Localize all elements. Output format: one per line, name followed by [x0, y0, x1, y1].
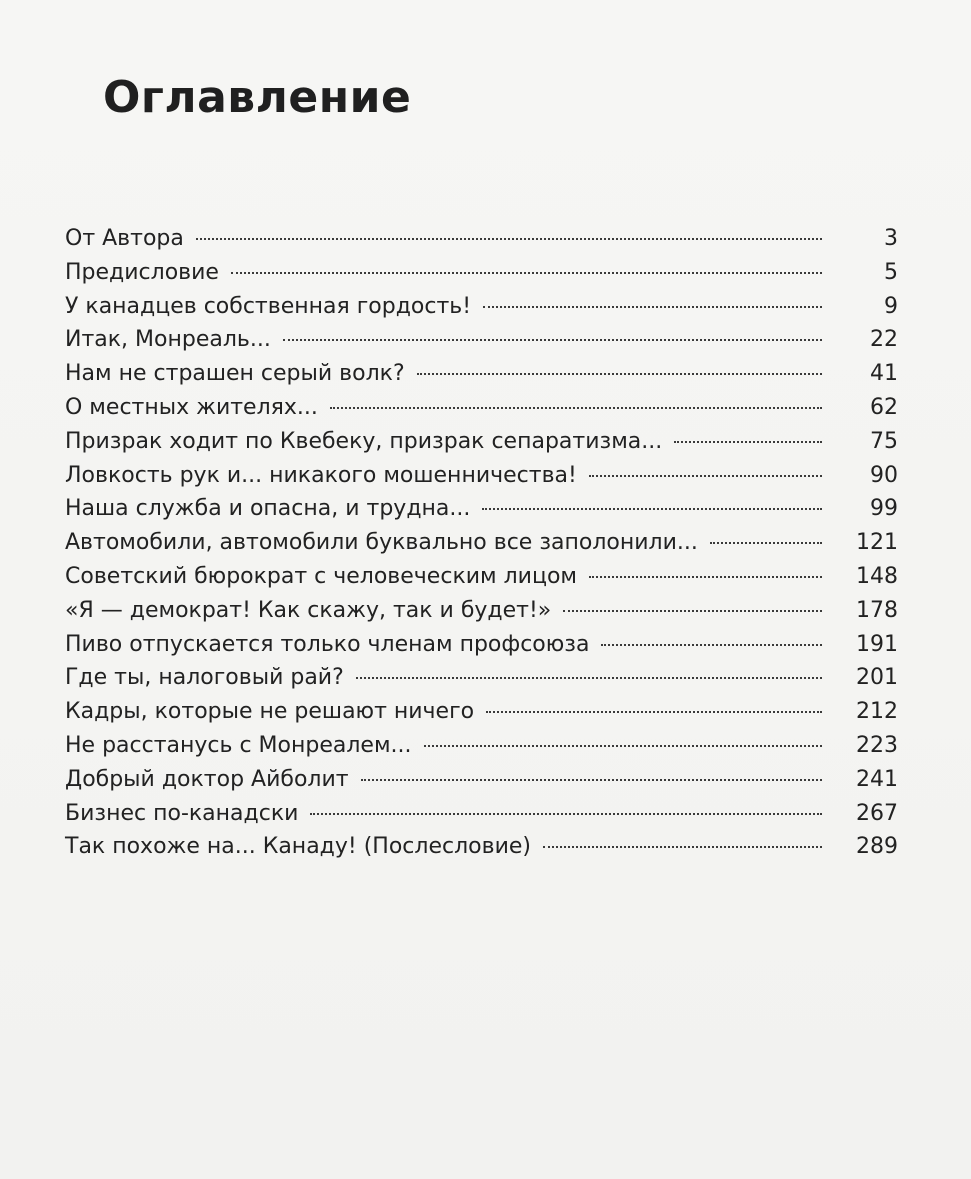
toc-entry-page: 9	[884, 293, 898, 319]
toc-entry-title: Советский бюрократ с человеческим лицом	[65, 563, 578, 589]
toc-entry-title: Ловкость рук и... никакого мошенничества!	[65, 462, 577, 488]
toc-entry	[65, 323, 898, 357]
dot-leader	[283, 339, 822, 341]
toc-entry	[65, 661, 898, 695]
toc-entry-title: Итак, Монреаль...	[65, 327, 271, 353]
toc-entry-page: 5	[884, 259, 898, 285]
dot-leader	[424, 745, 822, 747]
toc-entry-title: Нам не страшен серый волк?	[65, 361, 405, 387]
toc-entry-title: «Я — демократ! Как скажу, так и будет!»	[65, 597, 552, 623]
toc-entry	[65, 695, 898, 729]
toc-entry-title: У канадцев собственная гордость!	[65, 293, 472, 319]
dot-leader	[483, 306, 822, 308]
dot-leader	[589, 576, 822, 578]
toc-entry	[65, 729, 898, 763]
toc-entry-title: Пиво отпускается только членам профсоюза	[65, 631, 590, 657]
toc-entry-page: 178	[856, 597, 898, 623]
toc-entry-title: Наша служба и опасна, и трудна...	[65, 496, 471, 522]
toc-entry-title: Где ты, налоговый рай?	[65, 665, 344, 691]
dot-leader	[563, 610, 822, 612]
toc-entry	[65, 797, 898, 831]
toc-entry	[65, 425, 898, 459]
dot-leader	[361, 779, 822, 781]
toc-entry-title: Так похоже на... Канаду! (Послесловие)	[65, 834, 531, 860]
toc-entry-page: 201	[856, 665, 898, 691]
toc-entry	[65, 357, 898, 391]
toc-entry	[65, 628, 898, 662]
dot-leader	[356, 677, 822, 679]
toc-entry-title: Предисловие	[65, 259, 219, 285]
toc-entry-page: 99	[870, 496, 898, 522]
toc-entry	[65, 830, 898, 864]
toc-entry-page: 90	[870, 462, 898, 488]
page-title: Оглавление	[103, 72, 412, 123]
toc-entry-title: Кадры, которые не решают ничего	[65, 699, 475, 725]
toc-entry-page: 223	[856, 732, 898, 758]
toc-entry-page: 212	[856, 699, 898, 725]
toc-entry-page: 241	[856, 766, 898, 792]
toc-entry-page: 62	[870, 394, 898, 420]
dot-leader	[482, 508, 822, 510]
toc-entry-page: 148	[856, 563, 898, 589]
table-of-contents	[65, 222, 898, 864]
dot-leader	[589, 475, 822, 477]
toc-entry-page: 22	[870, 327, 898, 353]
toc-entry-page: 121	[856, 530, 898, 556]
toc-entry-page: 267	[856, 800, 898, 826]
dot-leader	[417, 373, 822, 375]
dot-leader	[543, 846, 822, 848]
toc-entry	[65, 459, 898, 493]
dot-leader	[330, 407, 822, 409]
dot-leader	[196, 238, 822, 240]
dot-leader	[310, 813, 822, 815]
toc-entry-title: О местных жителях...	[65, 394, 318, 420]
toc-entry-page: 191	[856, 631, 898, 657]
dot-leader	[601, 644, 822, 646]
toc-entry-page: 3	[884, 226, 898, 251]
toc-entry	[65, 222, 898, 256]
toc-entry	[65, 492, 898, 526]
toc-entry	[65, 560, 898, 594]
toc-entry-title: Не расстанусь с Монреалем...	[65, 732, 412, 758]
dot-leader	[710, 542, 822, 544]
toc-entry-title: Бизнес по-канадски	[65, 800, 299, 826]
toc-entry-page: 41	[870, 361, 898, 387]
toc-entry-page: 75	[870, 428, 898, 454]
toc-entry	[65, 526, 898, 560]
dot-leader	[674, 441, 822, 443]
dot-leader	[231, 272, 822, 274]
toc-entry-title: Добрый доктор Айболит	[65, 766, 349, 792]
toc-entry	[65, 256, 898, 290]
toc-entry-page: 289	[856, 834, 898, 860]
toc-entry-title: Автомобили, автомобили буквально все заполонили...	[65, 530, 698, 556]
toc-entry-title: От Автора	[65, 226, 184, 251]
toc-entry	[65, 290, 898, 324]
toc-entry	[65, 594, 898, 628]
dot-leader	[486, 711, 822, 713]
toc-entry-title: Призрак ходит по Квебеку, призрак сепаратизма...	[65, 428, 663, 454]
toc-entry	[65, 391, 898, 425]
toc-entry	[65, 763, 898, 797]
